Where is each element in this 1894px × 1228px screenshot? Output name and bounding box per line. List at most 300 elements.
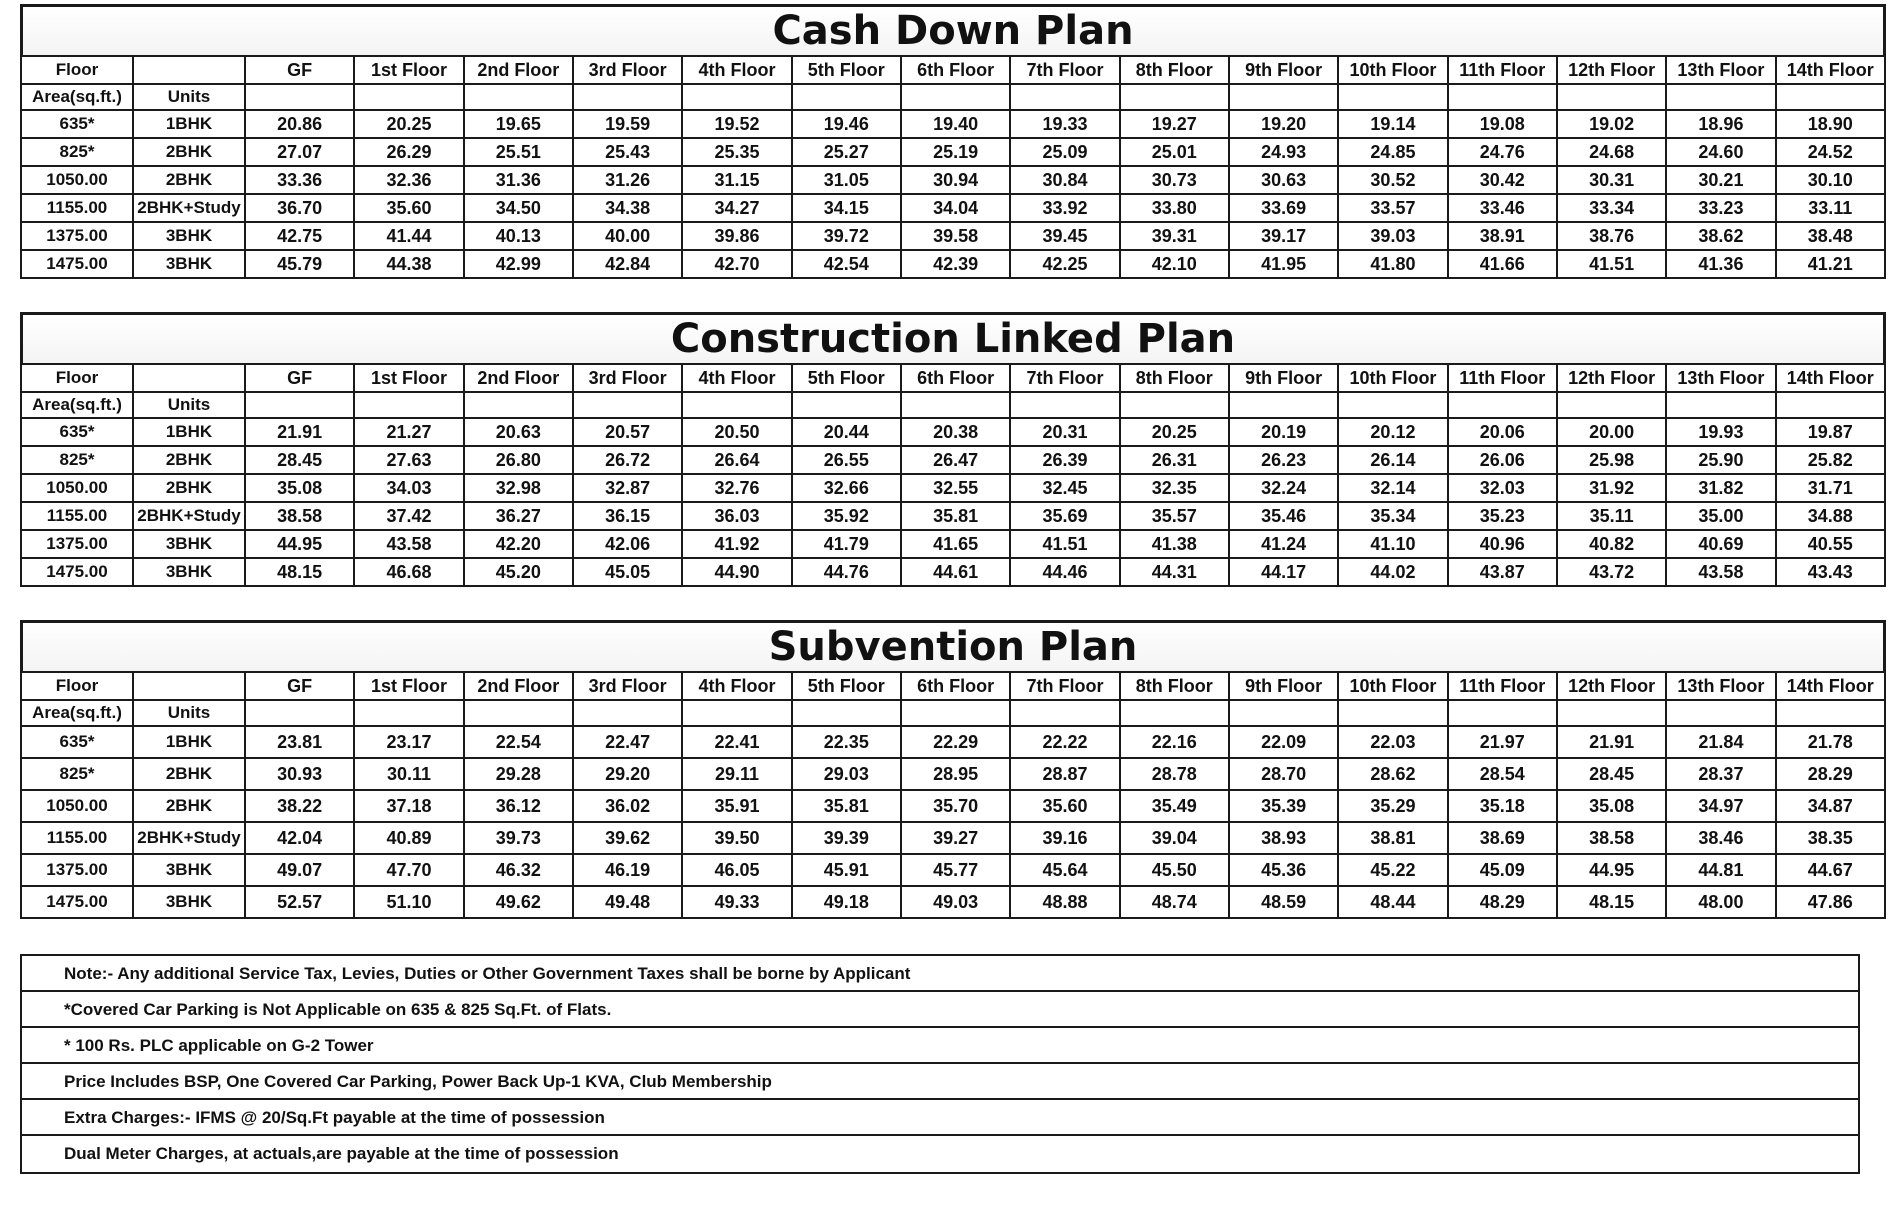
floor-header: 2nd Floor (464, 364, 573, 392)
empty-cell (245, 84, 354, 110)
price-cell: 32.36 (354, 166, 463, 194)
empty-cell (1776, 392, 1885, 418)
price-cell: 35.91 (682, 790, 791, 822)
price-cell: 35.23 (1448, 502, 1557, 530)
empty-cell (1776, 700, 1885, 726)
price-cell: 28.78 (1120, 758, 1229, 790)
floor-header: GF (245, 56, 354, 84)
price-cell: 22.03 (1338, 726, 1447, 758)
subheader-row (21, 84, 1885, 110)
price-cell: 26.14 (1338, 446, 1447, 474)
empty-cell (1338, 700, 1447, 726)
price-cell: 36.27 (464, 502, 573, 530)
price-cell: 23.81 (245, 726, 354, 758)
price-cell: 19.08 (1448, 110, 1557, 138)
price-cell: 35.57 (1120, 502, 1229, 530)
cash-down-plan-section (20, 4, 1886, 279)
price-cell: 19.33 (1010, 110, 1119, 138)
price-cell: 24.76 (1448, 138, 1557, 166)
rate-table (20, 55, 1886, 279)
price-cell: 48.15 (245, 558, 354, 586)
price-cell: 32.76 (682, 474, 791, 502)
price-cell: 19.02 (1557, 110, 1666, 138)
units-header: Units (133, 84, 245, 110)
subheader-row (21, 392, 1885, 418)
floor-header: 5th Floor (792, 56, 901, 84)
price-cell: 51.10 (354, 886, 463, 918)
price-cell: 41.92 (682, 530, 791, 558)
price-cell: 45.77 (901, 854, 1010, 886)
price-cell: 39.16 (1010, 822, 1119, 854)
empty-cell (1776, 84, 1885, 110)
empty-cell (792, 700, 901, 726)
price-cell: 35.39 (1229, 790, 1338, 822)
price-cell: 39.04 (1120, 822, 1229, 854)
area-cell: 635* (21, 418, 133, 446)
price-cell: 48.29 (1448, 886, 1557, 918)
price-cell: 31.26 (573, 166, 682, 194)
price-cell: 41.24 (1229, 530, 1338, 558)
floor-header: 3rd Floor (573, 56, 682, 84)
rate-table (20, 363, 1886, 587)
price-cell: 43.87 (1448, 558, 1557, 586)
price-cell: 30.52 (1338, 166, 1447, 194)
price-cell: 38.22 (245, 790, 354, 822)
empty-cell (1229, 700, 1338, 726)
empty-cell (1448, 700, 1557, 726)
empty-cell (1010, 392, 1119, 418)
price-cell: 45.64 (1010, 854, 1119, 886)
price-cell: 33.34 (1557, 194, 1666, 222)
empty-cell (901, 392, 1010, 418)
price-cell: 32.14 (1338, 474, 1447, 502)
price-cell: 39.86 (682, 222, 791, 250)
price-cell: 28.70 (1229, 758, 1338, 790)
unit-cell: 2BHK (133, 790, 245, 822)
price-cell: 19.52 (682, 110, 791, 138)
floor-header: 4th Floor (682, 672, 791, 700)
unit-cell: 3BHK (133, 886, 245, 918)
note-line: *Covered Car Parking is Not Applicable on 635 & 825 Sq.Ft. of Flats. (22, 992, 1858, 1028)
empty-cell (1666, 392, 1775, 418)
price-cell: 25.43 (573, 138, 682, 166)
subvention-plan-section (20, 620, 1886, 919)
price-cell: 32.45 (1010, 474, 1119, 502)
price-cell: 44.67 (1776, 854, 1885, 886)
price-cell: 42.54 (792, 250, 901, 278)
price-cell: 41.21 (1776, 250, 1885, 278)
price-cell: 28.87 (1010, 758, 1119, 790)
unit-cell: 2BHK+Study (133, 194, 245, 222)
price-cell: 42.84 (573, 250, 682, 278)
price-cell: 44.90 (682, 558, 791, 586)
price-cell: 45.05 (573, 558, 682, 586)
unit-cell: 3BHK (133, 250, 245, 278)
price-cell: 39.58 (901, 222, 1010, 250)
area-cell: 1155.00 (21, 194, 133, 222)
floor-header: 11th Floor (1448, 672, 1557, 700)
empty-cell (573, 700, 682, 726)
empty-cell (573, 84, 682, 110)
unit-cell: 2BHK+Study (133, 502, 245, 530)
price-cell: 41.95 (1229, 250, 1338, 278)
price-cell: 49.07 (245, 854, 354, 886)
price-cell: 30.31 (1557, 166, 1666, 194)
price-cell: 21.91 (245, 418, 354, 446)
price-cell: 48.88 (1010, 886, 1119, 918)
price-cell: 45.09 (1448, 854, 1557, 886)
blank-header-cell (133, 56, 245, 84)
floor-header: 6th Floor (901, 56, 1010, 84)
area-cell: 1375.00 (21, 854, 133, 886)
price-cell: 49.48 (573, 886, 682, 918)
unit-cell: 3BHK (133, 854, 245, 886)
plan-title: Cash Down Plan (20, 4, 1886, 55)
floor-header: 2nd Floor (464, 56, 573, 84)
price-cell: 41.80 (1338, 250, 1447, 278)
price-cell: 30.42 (1448, 166, 1557, 194)
price-cell: 44.46 (1010, 558, 1119, 586)
floor-header: 8th Floor (1120, 56, 1229, 84)
units-header: Units (133, 392, 245, 418)
price-cell: 19.59 (573, 110, 682, 138)
price-cell: 20.12 (1338, 418, 1447, 446)
unit-cell: 1BHK (133, 418, 245, 446)
area-cell: 1475.00 (21, 250, 133, 278)
price-cell: 39.45 (1010, 222, 1119, 250)
price-cell: 34.87 (1776, 790, 1885, 822)
price-cell: 44.02 (1338, 558, 1447, 586)
price-cell: 35.81 (901, 502, 1010, 530)
price-cell: 41.36 (1666, 250, 1775, 278)
area-cell: 825* (21, 446, 133, 474)
empty-cell (1666, 84, 1775, 110)
price-cell: 39.31 (1120, 222, 1229, 250)
floor-header: 1st Floor (354, 56, 463, 84)
price-cell: 22.29 (901, 726, 1010, 758)
floor-header: 10th Floor (1338, 672, 1447, 700)
price-cell: 41.38 (1120, 530, 1229, 558)
area-cell: 1475.00 (21, 558, 133, 586)
blank-header-cell (133, 672, 245, 700)
price-cell: 30.93 (245, 758, 354, 790)
price-cell: 20.86 (245, 110, 354, 138)
price-cell: 42.75 (245, 222, 354, 250)
price-cell: 49.18 (792, 886, 901, 918)
price-cell: 21.27 (354, 418, 463, 446)
empty-cell (354, 392, 463, 418)
price-cell: 35.08 (1557, 790, 1666, 822)
price-cell: 35.00 (1666, 502, 1775, 530)
price-cell: 21.84 (1666, 726, 1775, 758)
price-cell: 39.72 (792, 222, 901, 250)
price-cell: 41.10 (1338, 530, 1447, 558)
empty-cell (901, 84, 1010, 110)
price-cell: 34.27 (682, 194, 791, 222)
price-cell: 28.37 (1666, 758, 1775, 790)
table-row (21, 530, 1885, 558)
floor-header: 14th Floor (1776, 672, 1885, 700)
price-cell: 33.92 (1010, 194, 1119, 222)
price-cell: 32.03 (1448, 474, 1557, 502)
price-cell: 36.12 (464, 790, 573, 822)
price-cell: 39.50 (682, 822, 791, 854)
price-cell: 39.03 (1338, 222, 1447, 250)
floor-label: Floor (21, 672, 133, 700)
floor-header: 2nd Floor (464, 672, 573, 700)
area-cell: 1375.00 (21, 222, 133, 250)
price-cell: 22.35 (792, 726, 901, 758)
price-cell: 42.10 (1120, 250, 1229, 278)
price-cell: 31.36 (464, 166, 573, 194)
price-cell: 35.92 (792, 502, 901, 530)
empty-cell (1010, 84, 1119, 110)
price-cell: 29.20 (573, 758, 682, 790)
price-cell: 48.44 (1338, 886, 1447, 918)
price-cell: 26.31 (1120, 446, 1229, 474)
price-cell: 25.51 (464, 138, 573, 166)
table-row (21, 790, 1885, 822)
empty-cell (1229, 392, 1338, 418)
price-cell: 26.06 (1448, 446, 1557, 474)
price-cell: 21.97 (1448, 726, 1557, 758)
price-cell: 44.95 (1557, 854, 1666, 886)
price-cell: 34.04 (901, 194, 1010, 222)
price-cell: 41.51 (1557, 250, 1666, 278)
price-cell: 40.13 (464, 222, 573, 250)
price-cell: 33.46 (1448, 194, 1557, 222)
price-cell: 42.20 (464, 530, 573, 558)
price-cell: 29.28 (464, 758, 573, 790)
area-cell: 1155.00 (21, 502, 133, 530)
price-cell: 21.91 (1557, 726, 1666, 758)
floor-label: Floor (21, 56, 133, 84)
empty-cell (901, 700, 1010, 726)
table-row (21, 558, 1885, 586)
area-cell: 825* (21, 138, 133, 166)
price-cell: 22.16 (1120, 726, 1229, 758)
price-cell: 31.05 (792, 166, 901, 194)
price-cell: 35.08 (245, 474, 354, 502)
price-cell: 25.90 (1666, 446, 1775, 474)
price-cell: 30.84 (1010, 166, 1119, 194)
blank-header-cell (133, 364, 245, 392)
unit-cell: 2BHK (133, 446, 245, 474)
price-cell: 29.03 (792, 758, 901, 790)
floor-header: 9th Floor (1229, 672, 1338, 700)
empty-cell (1338, 392, 1447, 418)
empty-cell (792, 84, 901, 110)
price-cell: 29.11 (682, 758, 791, 790)
price-cell: 42.39 (901, 250, 1010, 278)
price-cell: 49.33 (682, 886, 791, 918)
price-cell: 38.93 (1229, 822, 1338, 854)
price-cell: 35.60 (1010, 790, 1119, 822)
price-cell: 33.36 (245, 166, 354, 194)
price-cell: 22.41 (682, 726, 791, 758)
price-cell: 30.73 (1120, 166, 1229, 194)
price-cell: 39.27 (901, 822, 1010, 854)
plan-title: Subvention Plan (20, 620, 1886, 671)
price-cell: 19.40 (901, 110, 1010, 138)
table-row (21, 446, 1885, 474)
note-line: Dual Meter Charges, at actuals,are payable at the time of possession (64, 1144, 619, 1163)
price-cell: 20.00 (1557, 418, 1666, 446)
price-cell: 26.64 (682, 446, 791, 474)
table-row (21, 726, 1885, 758)
unit-cell: 2BHK (133, 474, 245, 502)
price-cell: 41.51 (1010, 530, 1119, 558)
price-cell: 25.19 (901, 138, 1010, 166)
floor-header: 10th Floor (1338, 364, 1447, 392)
price-cell: 33.23 (1666, 194, 1775, 222)
price-cell: 19.93 (1666, 418, 1775, 446)
floor-header: 8th Floor (1120, 672, 1229, 700)
area-cell: 635* (21, 110, 133, 138)
price-cell: 36.15 (573, 502, 682, 530)
price-cell: 42.06 (573, 530, 682, 558)
price-cell: 35.69 (1010, 502, 1119, 530)
price-cell: 31.71 (1776, 474, 1885, 502)
price-cell: 28.45 (245, 446, 354, 474)
unit-cell: 2BHK+Study (133, 822, 245, 854)
price-cell: 38.91 (1448, 222, 1557, 250)
price-cell: 47.86 (1776, 886, 1885, 918)
empty-cell (1557, 392, 1666, 418)
price-cell: 32.24 (1229, 474, 1338, 502)
price-cell: 22.09 (1229, 726, 1338, 758)
price-cell: 32.55 (901, 474, 1010, 502)
floor-header: 14th Floor (1776, 364, 1885, 392)
price-cell: 28.54 (1448, 758, 1557, 790)
area-cell: 1050.00 (21, 166, 133, 194)
price-cell: 25.01 (1120, 138, 1229, 166)
floor-header: 12th Floor (1557, 672, 1666, 700)
table-row (21, 250, 1885, 278)
area-header: Area(sq.ft.) (21, 84, 133, 110)
empty-cell (792, 392, 901, 418)
price-cell: 48.00 (1666, 886, 1775, 918)
price-cell: 42.70 (682, 250, 791, 278)
floor-header: 1st Floor (354, 364, 463, 392)
area-header: Area(sq.ft.) (21, 700, 133, 726)
price-cell: 47.70 (354, 854, 463, 886)
price-cell: 44.38 (354, 250, 463, 278)
price-cell: 20.50 (682, 418, 791, 446)
price-cell: 24.60 (1666, 138, 1775, 166)
empty-cell (682, 392, 791, 418)
area-cell: 1155.00 (21, 822, 133, 854)
price-cell: 20.06 (1448, 418, 1557, 446)
price-cell: 49.62 (464, 886, 573, 918)
unit-cell: 2BHK (133, 758, 245, 790)
subheader-row (21, 700, 1885, 726)
price-cell: 37.18 (354, 790, 463, 822)
note-line: Extra Charges:- IFMS @ 20/Sq.Ft payable at the time of possession (22, 1100, 1858, 1136)
price-cell: 19.87 (1776, 418, 1885, 446)
price-cell: 24.85 (1338, 138, 1447, 166)
area-header: Area(sq.ft.) (21, 392, 133, 418)
price-cell: 45.20 (464, 558, 573, 586)
price-cell: 45.79 (245, 250, 354, 278)
price-cell: 20.38 (901, 418, 1010, 446)
floor-header: 6th Floor (901, 672, 1010, 700)
table-row (21, 854, 1885, 886)
floor-header: 3rd Floor (573, 364, 682, 392)
price-cell: 36.02 (573, 790, 682, 822)
price-cell: 43.58 (354, 530, 463, 558)
price-cell: 27.07 (245, 138, 354, 166)
price-cell: 44.76 (792, 558, 901, 586)
floor-header: GF (245, 364, 354, 392)
price-cell: 40.00 (573, 222, 682, 250)
price-cell: 48.74 (1120, 886, 1229, 918)
price-cell: 33.11 (1776, 194, 1885, 222)
price-cell: 41.79 (792, 530, 901, 558)
price-cell: 25.98 (1557, 446, 1666, 474)
price-cell: 35.46 (1229, 502, 1338, 530)
rate-table (20, 671, 1886, 919)
unit-cell: 3BHK (133, 222, 245, 250)
empty-cell (354, 700, 463, 726)
price-cell: 34.50 (464, 194, 573, 222)
price-cell: 49.03 (901, 886, 1010, 918)
floor-header: GF (245, 672, 354, 700)
empty-cell (1120, 84, 1229, 110)
floor-header: 10th Floor (1338, 56, 1447, 84)
table-row (21, 886, 1885, 918)
price-cell: 19.20 (1229, 110, 1338, 138)
table-row (21, 138, 1885, 166)
price-cell: 35.34 (1338, 502, 1447, 530)
price-cell: 38.69 (1448, 822, 1557, 854)
empty-cell (1338, 84, 1447, 110)
empty-cell (1557, 84, 1666, 110)
table-row (21, 502, 1885, 530)
empty-cell (464, 700, 573, 726)
price-cell: 34.97 (1666, 790, 1775, 822)
price-cell: 20.19 (1229, 418, 1338, 446)
price-cell: 20.25 (354, 110, 463, 138)
price-cell: 44.17 (1229, 558, 1338, 586)
price-cell: 18.90 (1776, 110, 1885, 138)
price-cell: 25.82 (1776, 446, 1885, 474)
price-cell: 26.72 (573, 446, 682, 474)
floor-header: 3rd Floor (573, 672, 682, 700)
price-cell: 40.82 (1557, 530, 1666, 558)
empty-cell (1120, 392, 1229, 418)
price-cell: 46.68 (354, 558, 463, 586)
unit-cell: 2BHK (133, 138, 245, 166)
price-cell: 34.88 (1776, 502, 1885, 530)
price-cell: 35.29 (1338, 790, 1447, 822)
floor-header: 14th Floor (1776, 56, 1885, 84)
price-cell: 41.66 (1448, 250, 1557, 278)
price-cell: 40.89 (354, 822, 463, 854)
price-cell: 20.44 (792, 418, 901, 446)
price-cell: 39.73 (464, 822, 573, 854)
price-cell: 23.17 (354, 726, 463, 758)
price-cell: 39.62 (573, 822, 682, 854)
price-cell: 46.19 (573, 854, 682, 886)
price-cell: 20.31 (1010, 418, 1119, 446)
price-cell: 28.95 (901, 758, 1010, 790)
price-cell: 24.93 (1229, 138, 1338, 166)
empty-cell (573, 392, 682, 418)
note-line: Note:- Any additional Service Tax, Levies, Duties or Other Government Taxes shall be borne by Applicant (22, 956, 1858, 992)
floor-header: 5th Floor (792, 364, 901, 392)
floor-header: 12th Floor (1557, 56, 1666, 84)
